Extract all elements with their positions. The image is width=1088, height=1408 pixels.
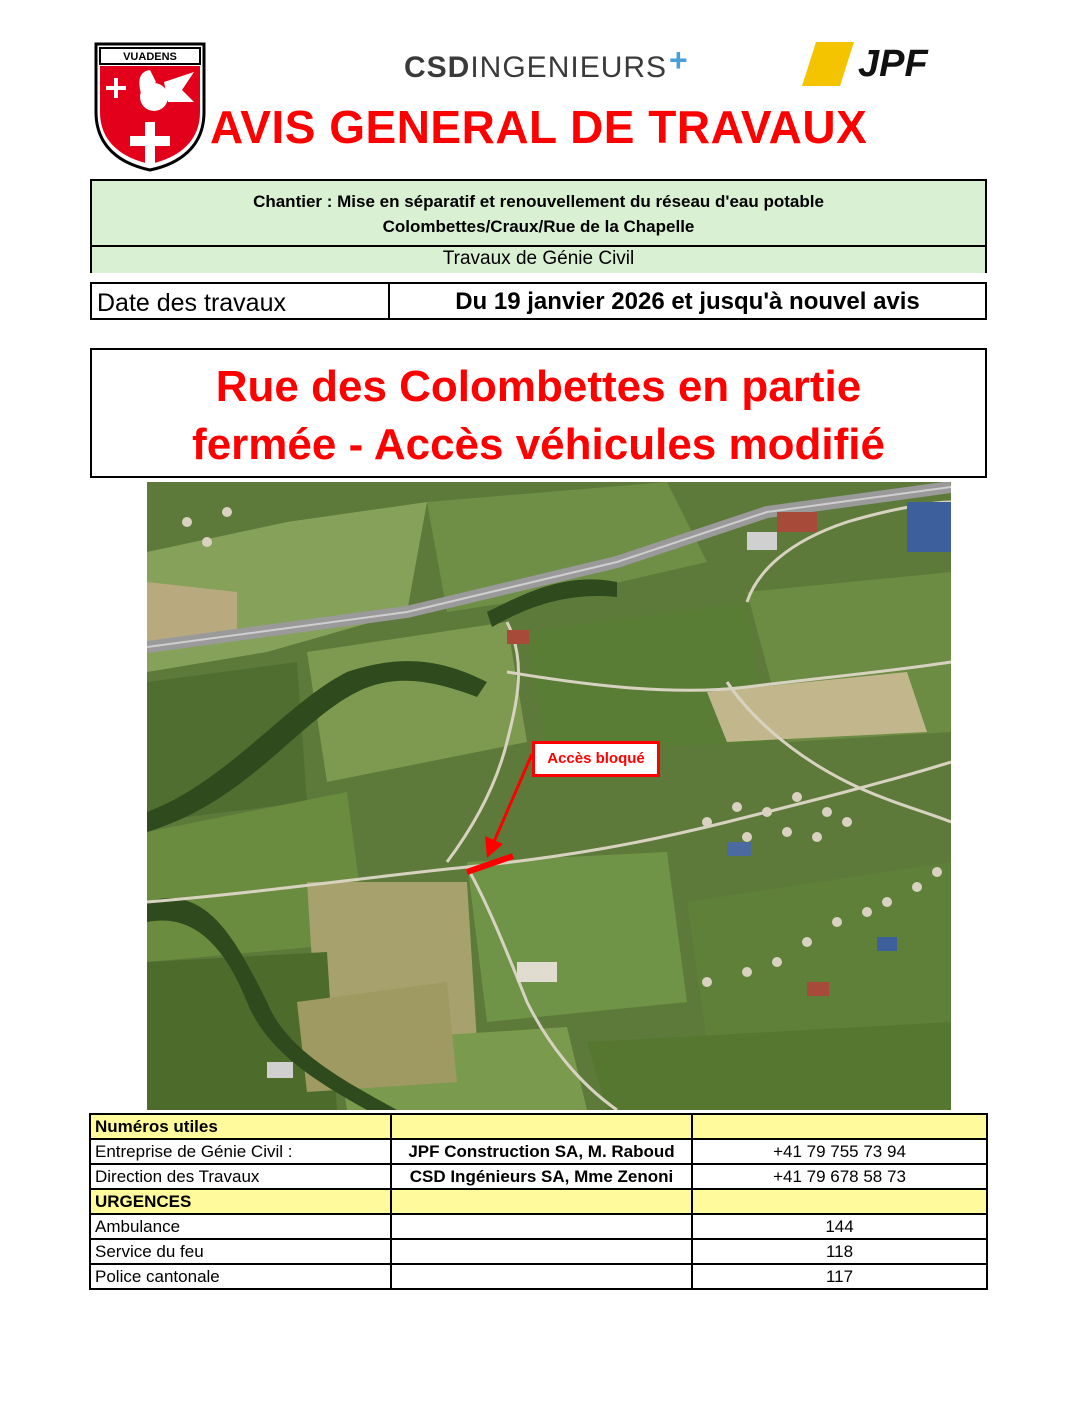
date-label: Date des travaux [92,284,390,318]
emergency-number: 144 [692,1214,987,1239]
emergency-service: Service du feu [90,1239,391,1264]
table-row [90,1214,987,1239]
chantier-box [90,179,987,273]
empty-cell [391,1239,692,1264]
empty-cell [391,1114,692,1139]
empty-cell [391,1189,692,1214]
table-row [90,1139,987,1164]
date-row [90,282,987,320]
csd-logo-bold: CSD [404,51,471,84]
useful-numbers-header-row [90,1114,987,1139]
contact-role: Direction des Travaux [90,1164,391,1189]
contact-phone: +41 79 678 58 73 [692,1164,987,1189]
useful-numbers-heading: Numéros utiles [90,1114,391,1139]
csd-logo-light: INGENIEURS [470,51,668,84]
urgences-heading: URGENCES [90,1189,391,1214]
table-row [90,1239,987,1264]
chantier-line-2: Colombettes/Craux/Rue de la Chapelle [382,217,695,236]
emergency-service: Police cantonale [90,1264,391,1289]
chantier-description [92,181,985,247]
crest-label: VUADENS [123,51,177,63]
emergency-number: 117 [692,1264,987,1289]
urgences-header-row [90,1189,987,1214]
table-row [90,1264,987,1289]
table-row [90,1164,987,1189]
empty-cell [391,1264,692,1289]
contact-role: Entreprise de Génie Civil : [90,1139,391,1164]
closure-line-2: fermée - Accès véhicules modifié [192,420,885,469]
closure-line-1: Rue des Colombettes en partie [215,362,862,411]
empty-cell [391,1214,692,1239]
contacts-table [89,1113,988,1290]
contact-phone: +41 79 755 73 94 [692,1139,987,1164]
jpf-logo-text: JPF [858,43,928,85]
empty-cell [692,1189,987,1214]
aerial-map [147,482,951,1110]
blocked-access-callout: Accès bloqué [532,741,660,777]
date-value: Du 19 janvier 2026 et jusqu'à nouvel avis [455,288,920,315]
page-title: AVIS GENERAL DE TRAVAUX [210,101,868,153]
vuadens-crest-logo [94,42,206,172]
jpf-logo [802,40,1002,88]
contact-name: JPF Construction SA, M. Raboud [391,1139,692,1164]
csd-logo-plus: + [669,41,689,78]
chantier-type: Travaux de Génie Civil [92,247,985,273]
closure-notice [90,348,987,478]
contact-name: CSD Ingénieurs SA, Mme Zenoni [391,1164,692,1189]
empty-cell [692,1114,987,1139]
emergency-service: Ambulance [90,1214,391,1239]
chantier-line-1: Chantier : Mise en séparatif et renouvellement du réseau d'eau potable [253,192,824,211]
emergency-number: 118 [692,1239,987,1264]
csd-ingenieurs-logo [404,41,689,86]
